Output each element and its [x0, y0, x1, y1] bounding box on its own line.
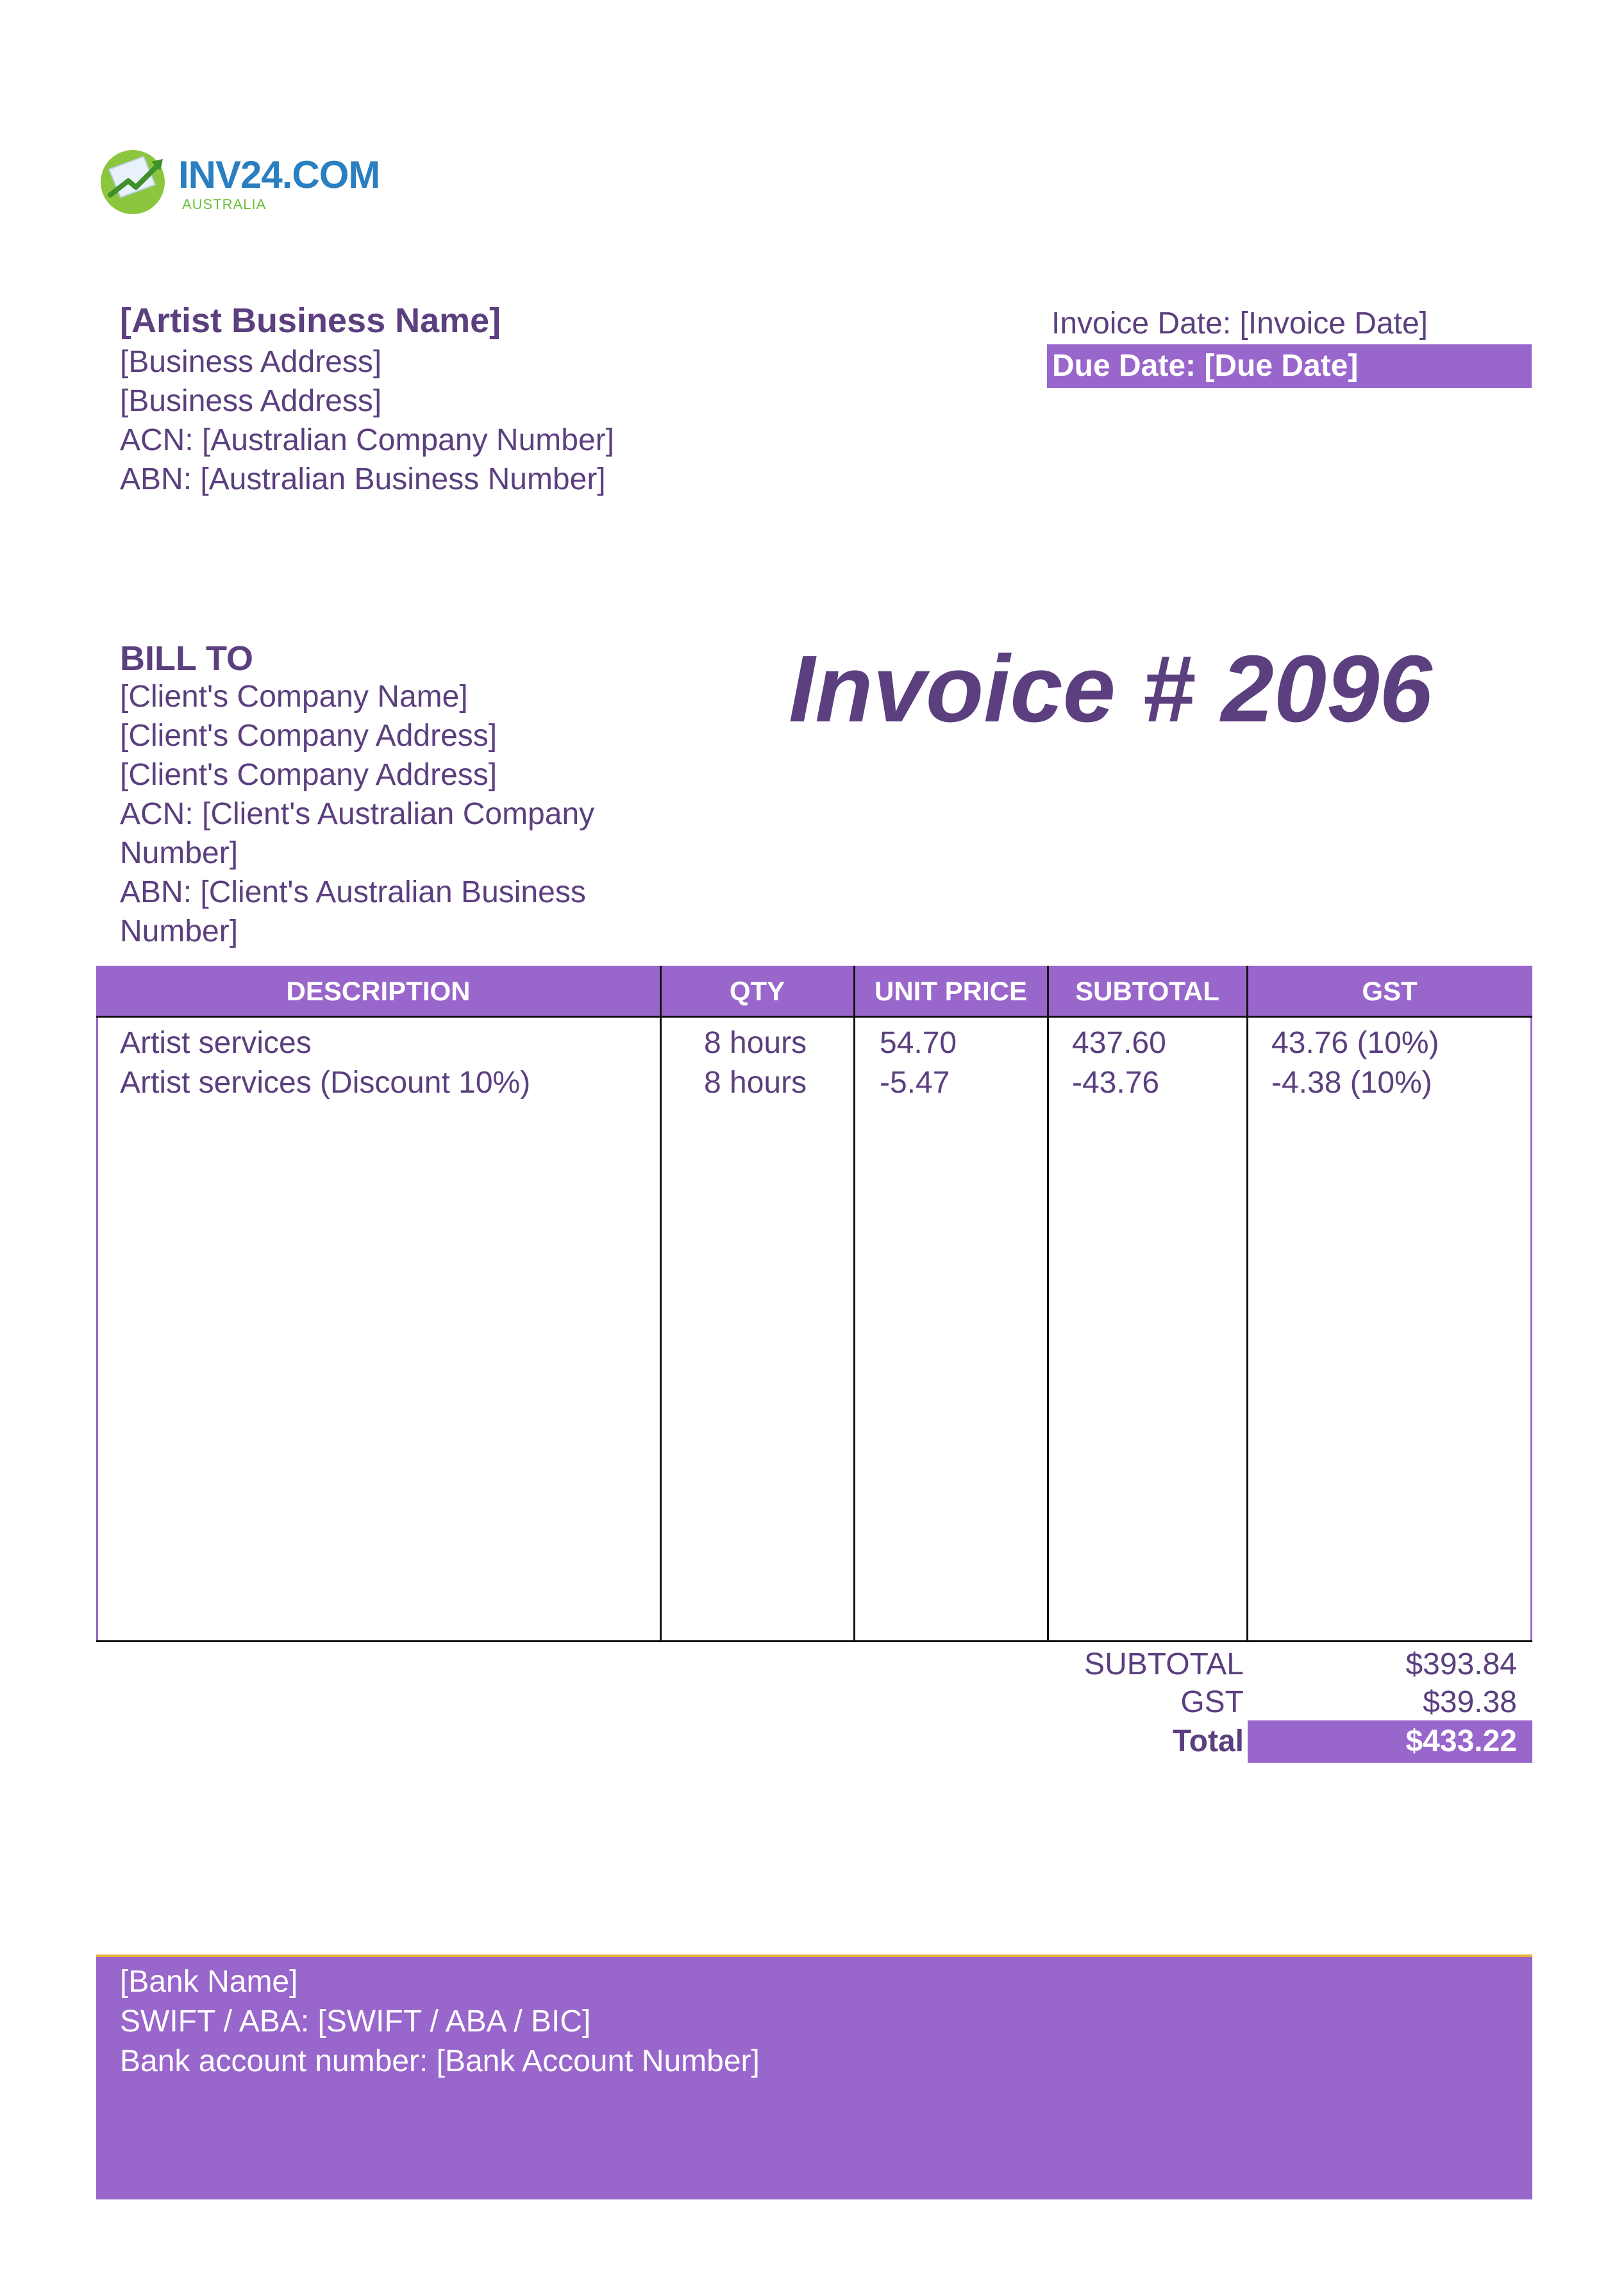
- row-description: Artist services (Discount 10%): [120, 1066, 531, 1100]
- gst-value: $39.38: [1423, 1685, 1517, 1719]
- items-table: [96, 966, 1532, 1642]
- seller-address-2: [Business Address]: [120, 384, 382, 418]
- table-bottom-border: [96, 1640, 1532, 1642]
- row-description: Artist services: [120, 1026, 312, 1060]
- logo-subtitle: AUSTRALIA: [182, 196, 267, 212]
- row-subtotal: -43.76: [1072, 1066, 1160, 1100]
- invoice-date: Invoice Date: [Invoice Date]: [1051, 307, 1428, 340]
- header-qty: QTY: [729, 976, 785, 1006]
- logo-brand: INV24.COM: [178, 153, 380, 196]
- client-address-1: [Client's Company Address]: [120, 719, 498, 753]
- gst-label: GST: [1180, 1685, 1244, 1719]
- header-gst: GST: [1362, 976, 1418, 1006]
- header-subtotal: SUBTOTAL: [1075, 976, 1219, 1006]
- bill-to-block: [120, 637, 684, 951]
- row-unit-price: -5.47: [880, 1066, 950, 1100]
- table-row: [96, 1023, 1532, 1063]
- bill-to-title: BILL TO: [120, 639, 254, 678]
- header-description: DESCRIPTION: [286, 976, 471, 1006]
- seller-acn: ACN: [Australian Company Number]: [120, 423, 614, 457]
- client-acn: ACN: [Client's Australian Company Number]: [120, 797, 595, 870]
- company-logo: [97, 142, 380, 219]
- client-abn: ABN: [Client's Australian Business Number]: [120, 875, 586, 948]
- row-gst: 43.76 (10%): [1271, 1026, 1439, 1060]
- row-qty: 8 hours: [704, 1066, 807, 1100]
- seller-name: [Artist Business Name]: [120, 301, 501, 340]
- table-header: [96, 966, 1532, 1017]
- seller-address-1: [Business Address]: [120, 345, 382, 379]
- header-unit-price: UNIT PRICE: [874, 976, 1027, 1006]
- seller-abn: ABN: [Australian Business Number]: [120, 462, 606, 496]
- chart-arrow-icon: [97, 145, 173, 215]
- due-date: Due Date: [Due Date]: [1052, 349, 1359, 383]
- row-subtotal: 437.60: [1072, 1026, 1166, 1060]
- invoice-title: Invoice # 2096: [789, 636, 1432, 742]
- bank-details: [120, 1962, 760, 2081]
- client-company-name: [Client's Company Name]: [120, 680, 468, 714]
- subtotal-value: $393.84: [1405, 1647, 1517, 1681]
- row-gst: -4.38 (10%): [1271, 1066, 1432, 1100]
- bank-swift: SWIFT / ABA: [SWIFT / ABA / BIC]: [120, 2004, 591, 2038]
- bank-account-number: Bank account number: [Bank Account Number]: [120, 2044, 760, 2078]
- subtotal-label: SUBTOTAL: [1084, 1647, 1244, 1681]
- total-value: $433.22: [1405, 1724, 1517, 1758]
- header-bottom-border: [96, 1016, 1532, 1018]
- table-row: [96, 1063, 1532, 1103]
- total-label: Total: [1172, 1724, 1244, 1758]
- row-qty: 8 hours: [704, 1026, 807, 1060]
- bank-name: [Bank Name]: [120, 1965, 298, 1999]
- seller-block: [120, 299, 614, 499]
- row-unit-price: 54.70: [880, 1026, 957, 1060]
- client-address-2: [Client's Company Address]: [120, 758, 498, 792]
